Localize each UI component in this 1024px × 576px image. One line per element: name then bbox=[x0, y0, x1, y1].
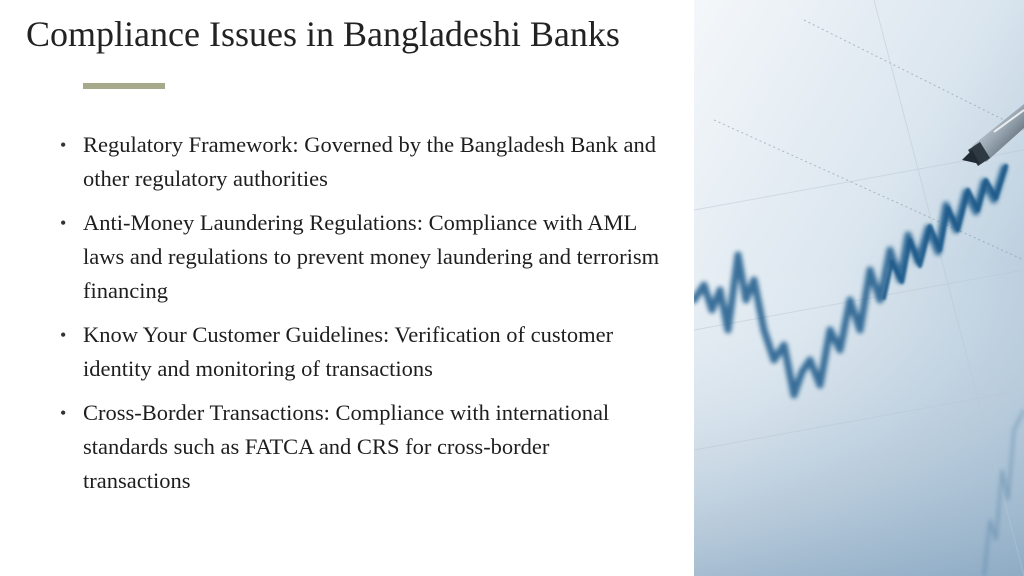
bullet-dot-icon: • bbox=[60, 325, 67, 345]
bullet-item bbox=[60, 206, 660, 308]
bullet-dot-icon: • bbox=[60, 213, 67, 233]
bullet-dot-icon: • bbox=[60, 135, 67, 155]
bullet-dot-icon: • bbox=[60, 403, 67, 423]
bullet-item bbox=[60, 396, 660, 498]
bullet-text: Know Your Customer Guidelines: Verification of customer identity and monitoring of transactions bbox=[83, 322, 614, 381]
bullet-item bbox=[60, 318, 660, 386]
bullet-text: Anti-Money Laundering Regulations: Compliance with AML laws and regulations to prevent money laundering and terrorism financing bbox=[83, 210, 660, 303]
bullet-item bbox=[60, 128, 660, 196]
bullet-text: Cross-Border Transactions: Compliance with international standards such as FATCA and CRS for cross-border transactions bbox=[83, 400, 610, 493]
pen-chart-illustration bbox=[694, 0, 1024, 576]
bullet-list bbox=[60, 128, 660, 508]
slide-title: Compliance Issues in Bangladeshi Banks bbox=[26, 14, 620, 54]
title-accent-bar bbox=[83, 83, 165, 89]
pen-chart-photo bbox=[694, 0, 1024, 576]
bullet-text: Regulatory Framework: Governed by the Bangladesh Bank and other regulatory authorities bbox=[83, 132, 656, 191]
